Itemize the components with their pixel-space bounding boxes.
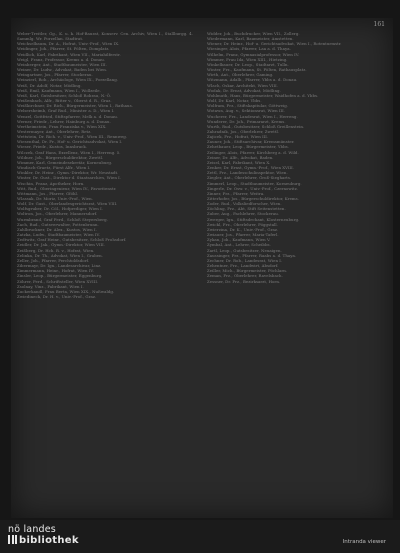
- directory-entry: Wilhelm, Franz, Gymnasialprofessor, Wien IV.: [207, 51, 300, 57]
- directory-entry: Zessner, Dr. Frz., Bezirksarzt, Horn.: [207, 278, 281, 284]
- logo-line-2-wrap: [8, 535, 79, 546]
- directory-entry: Wlach, Oskar, Architekt, Wien VIII.: [207, 82, 278, 88]
- right-column: [207, 31, 383, 284]
- directory-entry: Zeißberg, Dr. Hch. R. v., Hofrat, Wien.: [17, 247, 95, 253]
- directory-entry: Wolfsgruber, Dr. Cöl., Hofprediger, Wien I.: [17, 206, 104, 212]
- directory-entry: Wotawa, Aug. v., Sektionsrat, Wien III.: [207, 108, 286, 114]
- directory-entry: Zoder, Rud., Volksliedforscher, Wien.: [207, 201, 282, 207]
- directory-entry: Wlassak, Dr. Moriz, Univ.-Prof., Wien.: [17, 196, 93, 201]
- directory-entry: Wimmer, Frau Ida, Wien XIII., Hietzing.: [207, 56, 288, 62]
- directory-entry: Zitterhofer, Jos., Bürgerschuldirektor, Krems.: [207, 196, 300, 201]
- directory-entry: Zimmermann, Heinr., Hofrat, Wien IV.: [17, 268, 94, 274]
- viewer-label: Intranda viewer: [342, 539, 386, 545]
- directory-entry: Wolfram, Frz., Stiftskapitular, Göttweig.: [207, 103, 289, 109]
- directory-entry: Zuckerkandl, Frau Berta, Wien XIX., Nußwaldg.: [17, 288, 115, 294]
- directory-entry: Werner, Friedr., Lehrer, Hainburg a. d. Donau.: [17, 118, 111, 124]
- directory-entry: Zymbal, Ant., Lehrer, Scheibbs.: [207, 242, 271, 248]
- directory-entry: Woltron, Jos., Oberlehrer, Mannersdorf.: [17, 211, 98, 217]
- directory-entry: Zartl, Leop., Gutsbesitzer, Neuaigen.: [207, 247, 282, 253]
- directory-entry: Westermayer, Ant., Oberlehrer, Retz.: [17, 128, 92, 134]
- directory-entry: Wischin, Franz, Apotheker, Horn.: [17, 180, 85, 186]
- directory-entry: Zehetbauer, Leop., Bürgermeister, Ybbs.: [207, 144, 289, 150]
- directory-entry: Weigl, Franz, Professor, Krems a. d. Donau.: [17, 56, 106, 62]
- directory-entry: Zehentner, Frz., Landwirt, Absdorf.: [207, 263, 279, 269]
- directory-entry: Witt, Rud., Oberingenieur, Wien IV., Favoritenstr.: [17, 185, 117, 191]
- directory-entry: Weißkirchner, Dr. Rich., Bürgermeister, Wien I., Rathaus.: [17, 103, 133, 109]
- directory-entry: Zettl, Frz., Landesschulinspektor, Wien.: [207, 170, 288, 176]
- directory-entry: Zinsler, Leop., Bürgermeister, Eggenburg.: [17, 273, 103, 279]
- directory-entry: Zeiner, Dr. Alfr., Advokat, Baden.: [207, 154, 274, 160]
- directory-entry: Zwickl, Frz., Oberlehrer, Pöggstall.: [207, 221, 279, 227]
- directory-entry: Zwiedineck, Dr. H. v., Univ.-Prof., Graz.: [17, 293, 97, 299]
- directory-entry: Zwiauer, Jos., Pfarrer, Maria-Taferl.: [207, 232, 279, 238]
- page-number: 161: [373, 21, 385, 28]
- directory-entry: Zahlbruckner, Dr. Alex., Kustos, Wien I.: [17, 226, 97, 232]
- directory-entry: Zinner, Frz., Pfarrer, Weitra.: [207, 190, 265, 196]
- directory-entry: Weiner, Dr. Ludw., Advokat, Baden bei Wien.: [17, 67, 108, 73]
- directory-entry: Zajicek, Frz., Hofrat, Wien III.: [207, 134, 269, 140]
- left-column: [17, 31, 193, 299]
- directory-entry: Zykan, Joh., Kaufmann, Wien V.: [207, 237, 271, 243]
- directory-entry: Wertheimstein, Frau Franziska v., Wien XIX.: [17, 123, 107, 129]
- directory-entry: Weiß, Emil, Kaufmann, Wien I., Wollzeile.: [17, 87, 101, 93]
- directory-entry: Weißenbach, Alfr., Ritter v., Oberst d. R., Graz.: [17, 98, 112, 104]
- directory-entry: Zelinka, Dr. Th., Advokat, Wien I., Graben.: [17, 252, 103, 258]
- directory-entry: Zaussinger, Frz., Pfarrer, Raabs a. d. Thaya.: [207, 252, 297, 258]
- directory-entry: Zeiller, Mich., Bürgermeister, Pöchlarn.: [207, 268, 288, 274]
- directory-entry: Zuber, Aug., Fachlehrer, Stockerau.: [207, 211, 280, 217]
- directory-entry: Zeman, Frz., Oberlehrer, Ravelsbach.: [207, 273, 283, 279]
- directory-entry: Zenker, Dr. Ernst, Gymn.-Prof., Wien XVIII.: [207, 165, 295, 171]
- directory-entry: Wittmann, Jos., Pfarrer, Gföhl.: [17, 190, 79, 196]
- directory-entry: Wolf, Dr. Karl, Notar, Ybbs.: [207, 98, 262, 104]
- directory-entry: Zibermayr, Dr. Ign., Landesarchivar, Linz.: [17, 263, 102, 269]
- directory-entry: Zedtwitz, Graf Heinr., Gutsbesitzer, Schloß Frohsdorf.: [17, 237, 127, 243]
- directory-entry: Wiesenthal, Dr. Fr., Hof- u. Gerichtsadvokat, Wien I.: [17, 139, 123, 145]
- directory-entry: Wieser, Friedr., Kustos, Innsbruck.: [17, 144, 88, 150]
- directory-entry: Zingerle, Dr. Osw. v., Univ.-Prof., Czernowitz.: [207, 185, 299, 191]
- directory-entry: Widder, Joh., Buchdrucker, Wien VII., Zollerg.: [207, 31, 300, 36]
- directory-entry: Zöchling, Frz., Abt, Stift Seitenstetten.: [207, 206, 286, 212]
- directory-entry: Winter, Dr. Gust., Direktor d. Staatsarchivs, Wien I.: [17, 175, 122, 181]
- directory-entry: Wucherer, Frz., Landesrat, Wien I., Herreng.: [207, 113, 298, 119]
- directory-entry: Weinzierl, Rob., Archäologe, Wien IX., Porzellang.: [17, 77, 119, 83]
- directory-entry: Wilczek, Graf Hans, Exzellenz, Wien I., Herreng. 5.: [17, 149, 121, 155]
- directory-entry: Zach, Rud., Gutsverwalter, Pottenbrunn.: [17, 221, 99, 227]
- directory-entry: Wolf, Dr. Gust., Oberlandesgerichtsrat, Wien VIII.: [17, 201, 118, 207]
- directory-entry: Wiesinger, Alois, Pfarrer, Laa a. d. Thaya.: [207, 46, 291, 52]
- directory-entry: Zsolnay, Vinz., Fabrikant, Wien I.: [17, 283, 84, 289]
- directory-entry: Wiener, Dr. Heinr., Hof- u. Gerichtsadvokat, Wien I., Rotenturmstr.: [207, 41, 342, 47]
- directory-entry: Zechner, Dr. Rob., Landesrat, Wien I.: [207, 257, 283, 263]
- directory-entry: Zimmerl, Leop., Stadtbaumeister, Korneuburg.: [207, 180, 302, 186]
- directory-entry: Zauner, Joh., Stiftsarchivar, Kremsmünster.: [207, 139, 295, 145]
- directory-entry: Weichselbaum, Dr. A., Hofrat, Univ.-Prof., Wien IX.: [17, 41, 120, 47]
- directory-entry: Wirth, Ant., Oberlehrer, Gaming.: [207, 72, 274, 78]
- directory-entry: Weber-Treitler, Gg., K. u. k. Hof-Baurat, Konserv. Cen. Archiv, Wien I., Stallburgg. 4. Sammlg. Wr. Porzellan. Stadtrat.: [17, 31, 193, 42]
- directory-entry: Wiedermann, Karl, Baumeister, Amstetten.: [207, 36, 294, 42]
- directory-entry: Weingartner, Jos., Pfarrer, Stockerau.: [17, 72, 93, 78]
- logo-line-2: bibliothek: [19, 535, 79, 546]
- directory-entry: Zwerger, Ign., Stiftsdechant, Klosterneuburg.: [207, 216, 300, 222]
- directory-entry: Wettstein, Dr. Rich. v., Univ.-Prof., Wien III., Rennweg.: [17, 134, 128, 140]
- directory-entry: Wildner, Joh., Bürgerschuldirektor, Zwettl.: [17, 154, 104, 160]
- directory-entry: Zöhrer, Ferd., Schriftsteller, Wien XVIII.: [17, 278, 99, 284]
- directory-entry: Zatzka, Ludw., Stadtbaumeister, Wien IV.: [17, 232, 100, 238]
- directory-entry: Wohlmuth, Hans, Bürgermeister, Waidhofen a. d. Ybbs.: [207, 92, 319, 98]
- directory-entry: Windisch-Graetz, Fürst Alfr., Wien I.: [17, 165, 91, 171]
- directory-entry: Wodak, Dr. Ernst, Advokat, Mödling.: [207, 87, 281, 93]
- directory-entry: Zeisel, Karl, Fabrikant, Wien X.: [207, 159, 271, 165]
- directory-entry: Weiß, Karl, Gutsbesitzer, Schloß Rohrau, N.-Ö.: [17, 92, 112, 98]
- directory-entry: Zahradnik, Jos., Oberlehrer, Zwettl.: [207, 128, 280, 134]
- logo-bars-icon: [8, 535, 17, 544]
- library-logo[interactable]: [8, 525, 79, 546]
- directory-entry: Zeilinger, Alois, Pfarrer, Kirchberg a. d. Wild.: [207, 149, 299, 155]
- directory-entry: Ziegler, Ant., Oberlehrer, Groß-Siegharts.: [207, 175, 292, 181]
- directory-entry: Wimmer, Karl, Gemeindesekretär, Korneuburg.: [17, 159, 113, 165]
- directory-entry: Weidlich, Karl, Fabrikant, Wien VII., Mariahilferstr.: [17, 51, 121, 57]
- directory-entry: Zeller, Joh., Pfarrer, Perchtoldsdorf.: [17, 257, 90, 263]
- directory-entry: Winkelbauer, Dr. Leop., Stadtarzt, Tulln.: [207, 61, 289, 67]
- directory-entry: Zwierzina, Dr. K., Univ.-Prof., Graz.: [207, 226, 279, 232]
- directory-entry: Witzmann, Adalb., Pfarrer, Ybbs a. d. Donau.: [207, 77, 298, 83]
- directory-entry: Wurmbrand, Graf Ferd., Schloß Steyersberg.: [17, 216, 108, 222]
- directory-entry: Weiß, Dr. Adolf, Notar, Mödling.: [17, 82, 82, 88]
- directory-entry: Winkler, Dr. Heinr., Gymn.-Direktor, Wr. Neustadt.: [17, 170, 119, 176]
- directory-entry: Wunderer, Dr. Joh., Primararzt, Krems.: [207, 118, 286, 124]
- directory-entry: Wenzel, Gottfried, Stiftspfarrer, Melk a. d. Donau.: [17, 113, 119, 119]
- directory-entry: Welsersheimb, Graf Rud., Minister a. D., Wien I.: [17, 108, 115, 114]
- directory-entry: Weinberger, Ant., Stadtbaumeister, Wien III.: [17, 61, 107, 67]
- directory-entry: Winter, Frz., Kaufmann, St. Pölten, Rathausplatz.: [207, 67, 307, 73]
- directory-entry: Weidinger, Joh., Pfarrer, St. Pölten, Domplatz.: [17, 46, 110, 52]
- logo-line-1: nö landes: [8, 524, 56, 535]
- directory-entry: Wurth, Rud., Gutsbesitzer, Schloß Greillenstein.: [207, 123, 305, 129]
- directory-entry: Zeidler, Dr. Jak., Gymn.-Direktor, Wien VIII.: [17, 242, 106, 248]
- document-page: [11, 18, 393, 518]
